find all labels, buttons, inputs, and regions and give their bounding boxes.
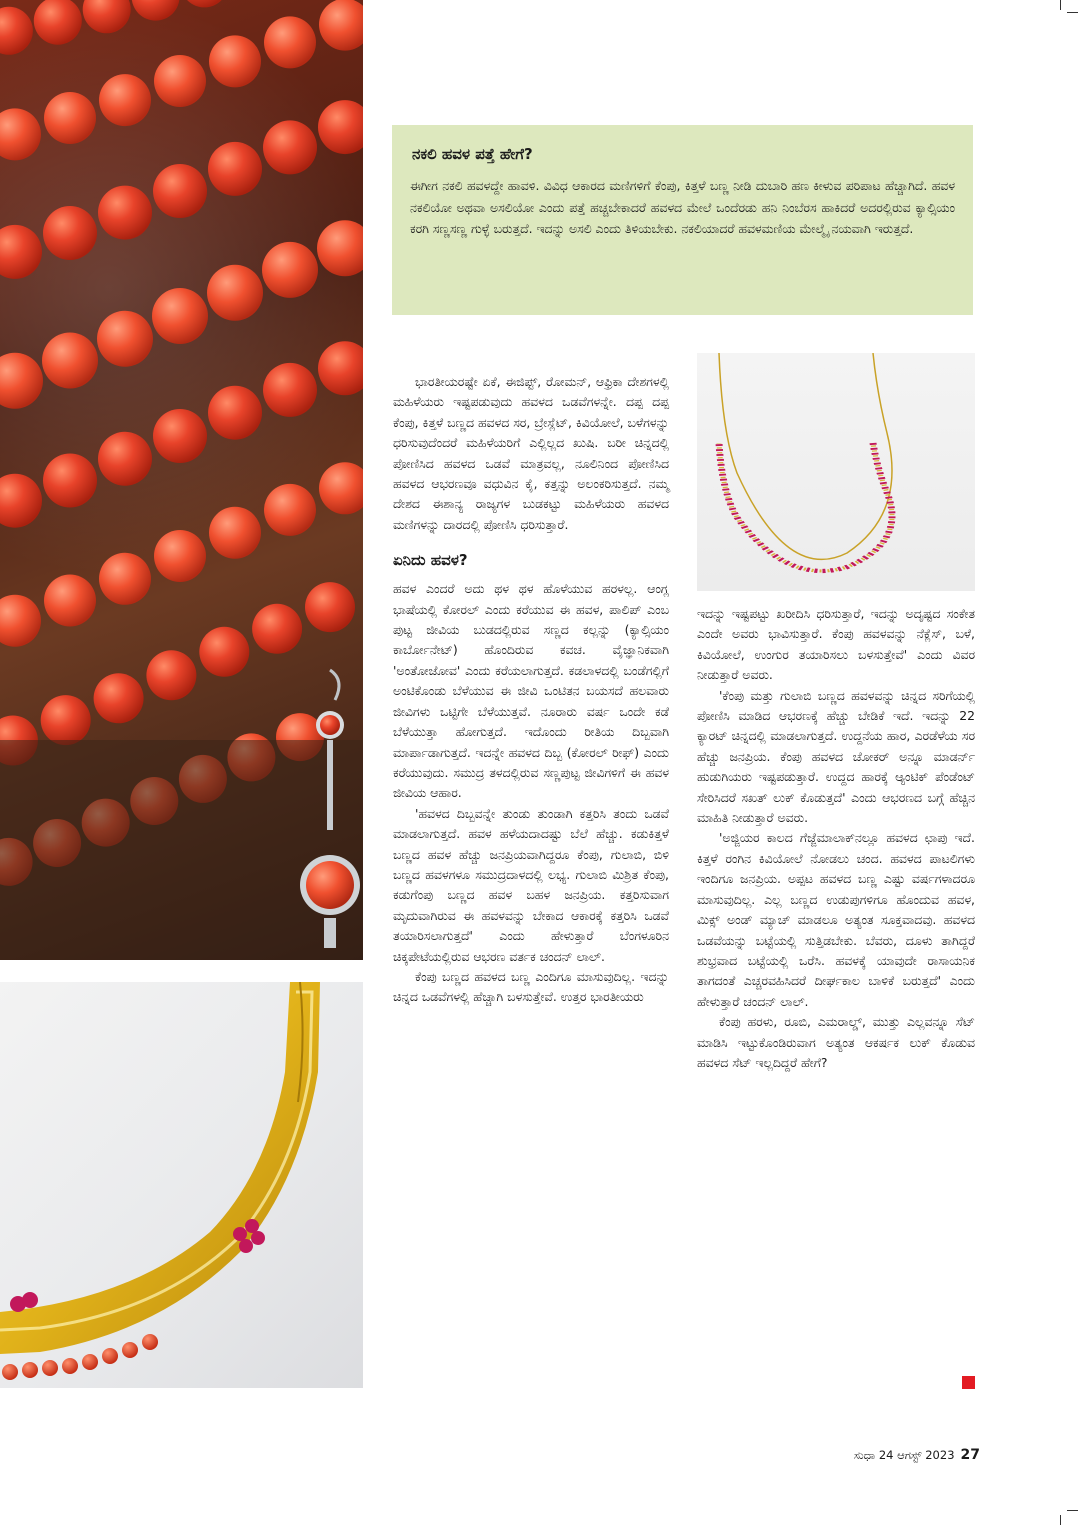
coral-bead [264,16,316,68]
coral-bead [263,120,317,174]
coral-bead [99,74,151,126]
magazine-issue: ಸುಧಾ 24 ಆಗಸ್ಟ್ 2023 [853,1448,955,1462]
coral-bead [94,673,144,723]
fake-coral-info-box [392,125,973,315]
chain-necklace-illustration [697,353,975,591]
coral-bead [319,462,363,514]
section-heading: ಏನಿದು ಹವಳ? [393,551,468,570]
coral-bead [252,604,302,654]
coral-bead [0,7,33,55]
crop-mark [1067,12,1078,13]
coral-bead [154,530,206,582]
paragraph: ಭಾರತೀಯರಷ್ಟೇ ಏಕೆ, ಈಜಿಪ್ಟ್, ರೋಮನ್, ಆಫ್ರಿಕಾ ದೇಶಗಳಲ್ಲಿ ಮಹಿಳೆಯರು ಇಷ್ಟಪಡುವುದು ಹವಳದ ಒಡವೆಗಳನ್ನೇ. ದಪ್ಪ ದಪ್ಪ ಕೆಂಪು, ಕಿತ್ತಳೆ ಬಣ್ಣದ ಹವಳದ ಸರ, ಬ್ರೇಸ್ಲೆಟ್, ಕಿವಿಯೋಲೆ, ಬಳೆಗಳನ್ನು ಧರಿಸುವುದೆಂದರೆ ಮಹಿಳೆಯರಿಗೆ ಎಲ್ಲಿಲ್ಲದ ಖುಷಿ. ಬರೀ ಚಿನ್ನದಲ್ಲಿ ಪೋಣಿಸಿದ ಹವಳದ ಒಡವೆ ಮಾತ್ರವಲ್ಲ, ನೂಲಿನಿಂದ ಪೋಣಿಸಿದ ಹವಳದ ಆಭರಣವೂ ವಧುವಿನ ಕೈ, ಕತ್ತನ್ನು ಅಲಂಕರಿಸುತ್ತದೆ. ನಮ್ಮ ದೇಶದ ಈಶಾನ್ಯ ರಾಜ್ಯಗಳ ಬುಡಕಟ್ಟು ಮಹಿಳೆಯರು ಹವಳದ ಮಣಿಗಳನ್ನು ದಾರದಲ್ಲಿ ಪೋಣಿಸಿ ಧರಿಸುತ್ತಾರೆ. [393,374,669,532]
coral-bead [317,220,363,276]
page-number: 27 [960,1447,980,1463]
coral-bead [208,142,262,196]
info-box-title: ನಕಲಿ ಹವಳ ಪತ್ತೆ ಹೇಗೆ? [412,145,533,163]
coral-bead [146,650,196,700]
coral-bead [132,0,180,21]
coral-bead [208,386,262,440]
coral-bead [263,363,317,417]
coral-bead [44,575,96,627]
paragraph: ಇದನ್ನು ಇಷ್ಟಪಟ್ಟು ಖರೀದಿಸಿ ಧರಿಸುತ್ತಾರೆ, ಇದನ್ನು ಅದೃಷ್ಟದ ಸಂಕೇತ ಎಂದೇ ಅವರು ಭಾವಿಸುತ್ತಾರೆ. ಕೆಂಪು ಹವಳವನ್ನು ನೆಕ್ಲೆಸ್, ಬಳೆ, ಕಿವಿಯೋಲೆ, ಉಂಗುರ ತಯಾರಿಸಲು ಬಳಸುತ್ತೇವೆ' ಎಂದು ವಿವರ ನೀಡುತ್ತಾರೆ ಅವರು. [697,606,975,683]
coral-bead [0,225,42,279]
coral-bead [153,409,207,463]
gold-necklace-illustration [0,982,363,1388]
article-end-mark [962,1376,975,1389]
paragraph: ಕೆಂಪು ಹರಳು, ರೂಬಿ, ಎಮರಾಲ್ಡ್, ಮುತ್ತು ಎಲ್ಲವನ್ನೂ ಸೆಟ್ ಮಾಡಿಸಿ ಇಟ್ಟುಕೊಂಡಿರುವಾಗ ಅತ್ಯಂತ ಆಕರ್ಷಕ ಲುಕ್ ಕೊಡುವ ಹವಳದ ಸೆಟ್ ಇಲ್ಲದಿದ್ದರೆ ಹೇಗೆ? [697,1014,975,1070]
coral-bead [319,0,363,51]
coral-bead [209,35,261,87]
coral-bead [99,553,151,605]
info-box-text: ಈಗೀಗ ನಕಲಿ ಹವಳದ್ದೇ ಹಾವಳಿ. ವಿವಿಧ ಆಕಾರದ ಮಣಿಗಳಿಗೆ ಕೆಂಪು, ಕಿತ್ತಳೆ ಬಣ್ಣ ನೀಡಿ ದುಬಾರಿ ಹಣ ಕೀಳುವ ಪರಿಪಾಟ ಹೆಚ್ಚಾಗಿದೆ. ಹವಳ ನಕಲಿಯೋ ಅಥವಾ ಅಸಲಿಯೋ ಎಂದು ಪತ್ತೆ ಹಚ್ಚಬೇಕಾದರೆ ಹವಳದ ಮೇಲೆ ಒಂದೆರಡು ಹನಿ ನಿಂಬೆರಸ ಹಾಕಿದರೆ ಅದರಲ್ಲಿರುವ ಕ್ಯಾಲ್ಸಿಯಂ ಕರಗಿ ಸಣ್ಣಸಣ್ಣ ಗುಳ್ಳೆ ಬರುತ್ತದೆ. ಇದನ್ನು ಅಸಲಿ ಎಂದು ತಿಳಿಯಬೇಕು. ನಕಲಿಯಾದರೆ ಹವಳಮಣಿಯ ಮೇಲ್ಮೈ ನಯವಾಗಿ ಇರುತ್ತದೆ. [410,178,955,237]
coral-bead [98,186,152,240]
coral-bead [262,242,318,298]
coral-bead [83,0,131,33]
coral-bead [43,206,97,260]
coral-bead [209,507,261,559]
coral-bead [153,164,207,218]
coral-bead [180,0,228,7]
paragraph: 'ಹವಳದ ದಿಬ್ಬವನ್ನೇ ತುಂಡು ತುಂಡಾಗಿ ಕತ್ತರಿಸಿ ತಂದು ಒಡವೆ ಮಾಡಲಾಗುತ್ತದೆ. ಹವಳ ಹಳೆಯದಾದಷ್ಟು ಬೆಲೆ ಹೆಚ್ಚು. ಕಡುಕಿತ್ತಳೆ ಬಣ್ಣದ ಹವಳ ಹೆಚ್ಚು ಜನಪ್ರಿಯವಾಗಿದ್ದರೂ ಕೆಂಪು, ಗುಲಾಬಿ, ಬಿಳಿ ಬಣ್ಣದ ಹವಳಗಳೂ ಸಮುದ್ರದಾಳದಲ್ಲಿ ಲಭ್ಯ. ಗುಲಾಬಿ ಮಿಶ್ರಿತ ಕೆಂಪು, ಕಡುಗೆಂಪು ಬಣ್ಣದ ಹವಳ ಬಹಳ ಜನಪ್ರಿಯ. ಕತ್ತರಿಸುವಾಗ ಮೃದುವಾಗಿರುವ ಈ ಹವಳವನ್ನು ಬೇಕಾದ ಆಕಾರಕ್ಕೆ ಕತ್ತರಿಸಿ ಒಡವೆ ತಯಾರಿಸಲಾಗುತ್ತದೆ' ಎಂದು ಹೇಳುತ್ತಾರೆ ಬೆಂಗಳೂರಿನ ಚಿಕ್ಕಪೇಟೆಯಲ್ಲಿರುವ ಆಭರಣ ವರ್ತಕ ಚಂದನ್ ಲಾಲ್. [393,805,669,964]
crop-mark [1067,1510,1078,1511]
paragraph: 'ಕೆಂಪು ಮತ್ತು ಗುಲಾಬಿ ಬಣ್ಣದ ಹವಳವನ್ನು ಚಿನ್ನದ ಸರಿಗೆಯಲ್ಲಿ ಪೋಣಿಸಿ ಮಾಡಿದ ಆಭರಣಕ್ಕೆ ಹೆಚ್ಚು ಬೇಡಿಕೆ ಇದೆ. ಇದನ್ನು 22 ಕ್ಯಾರಟ್ ಚಿನ್ನದಲ್ಲಿ ಮಾಡಲಾಗುತ್ತದೆ. ಉದ್ದನೆಯ ಹಾರ, ಎರಡೆಳೆಯ ಸರ ಹೆಚ್ಚು ಜನಪ್ರಿಯ. ಕೆಂಪು ಹವಳದ ಚೋಕರ್ ಅನ್ನೂ ಮಾಡರ್ನ್ ಹುಡುಗಿಯರು ಇಷ್ಟಪಡುತ್ತಾರೆ. ಉದ್ದದ ಹಾರಕ್ಕೆ ಆ್ಯಂಟಿಕ್ ಪೆಂಡೆಂಟ್ ಸೇರಿಸಿದರೆ ಸಖತ್ ಲುಕ್ ಕೊಡುತ್ತದೆ' ಎಂದು ಆಭರಣದ ಬಗ್ಗೆ ಹೆಚ್ಚಿನ ಮಾಹಿತಿ ನೀಡುತ್ತಾರೆ ಅವರು. [697,687,975,826]
coral-bead [152,288,208,344]
coral-bead [154,55,206,107]
coral-bead [34,0,82,45]
coral-bead [0,353,43,409]
article-column-1 [393,372,669,1008]
coral-beads-illustration [0,0,363,960]
coral-bead [199,627,249,677]
coral-bead [0,595,41,647]
article-column-2 [697,604,975,1073]
crop-mark [1060,0,1061,10]
coral-bead [41,695,91,745]
page-footer [840,1447,980,1463]
coral-bead [44,92,96,144]
coral-bead [207,265,263,321]
paragraph: 'ಅಜ್ಜಿಯರ ಕಾಲದ ಗೆಜ್ಜೆಮಾಲಾಕ್‌ನಲ್ಲೂ ಹವಳದ ಛಾಪು ಇದೆ. ಕಿತ್ತಳೆ ರಂಗಿನ ಕಿವಿಯೋಲೆ ನೋಡಲು ಚಂದ. ಹವಳದ ಪಾಟಲಿಗಳು ಇಂದಿಗೂ ಜನಪ್ರಿಯ. ಅಪ್ಪಟ ಹವಳದ ಬಣ್ಣ ಎಷ್ಟು ವರ್ಷಗಳಾದರೂ ಮಾಸುವುದಿಲ್ಲ. ಎಲ್ಲ ಬಣ್ಣದ ಉಡುಪುಗಳಿಗೂ ಹೊಂದುವ ಹವಳ, ಮಿಕ್ಸ್ ಅಂಡ್ ಮ್ಯಾಚ್ ಮಾಡಲೂ ಅತ್ಯಂತ ಸೂಕ್ತವಾದವು. ಹವಳದ ಒಡವೆಯನ್ನು ಬಟ್ಟೆಯಲ್ಲಿ ಸುತ್ತಿಡಬೇಕು. ಬೆವರು, ದೂಳು ತಾಗಿದ್ದರೆ ಶುಭ್ರವಾದ ಬಟ್ಟೆಯಲ್ಲಿ ಒರೆಸಿ. ಹವಳಕ್ಕೆ ಯಾವುದೇ ರಾಸಾಯನಿಕ ತಾಗದಂತೆ ಎಚ್ಚರವಹಿಸಿದರೆ ದೀರ್ಘಕಾಲ ಬಾಳಿಕೆ ಬರುತ್ತದೆ' ಎಂದು ಹೇಳುತ್ತಾರೆ ಚಂದನ್ ಲಾಲ್. [697,830,975,1009]
coral-bead [42,333,98,389]
coral-bead [264,484,316,536]
coral-bead [305,582,355,632]
paragraph: ಹವಳ ಎಂದರೆ ಅದು ಥಳ ಥಳ ಹೊಳೆಯುವ ಹರಳಲ್ಲ. ಆಂಗ್ಲ ಭಾಷೆಯಲ್ಲಿ ಕೋರಲ್ ಎಂದು ಕರೆಯುವ ಈ ಹವಳ, ಪಾಲಿಪ್ ಎಂಬ ಪುಟ್ಟ ಜೀವಿಯ ಬುಡದಲ್ಲಿರುವ ಸಣ್ಣದ ಕಲ್ಲನ್ನು (ಕ್ಯಾಲ್ಸಿಯಂ ಕಾರ್ಬೋನೇಟ್) ಹೊಂದಿರುವ ಕವಚ. ವೈಜ್ಞಾನಿಕವಾಗಿ 'ಅಂತೋಜೋವ' ಎಂದು ಕರೆಯಲಾಗುತ್ತದೆ. ಕಡಲಾಳದಲ್ಲಿ ಬಂಡೆಗಲ್ಲಿಗೆ ಅಂಟಿಕೊಂಡು ಬೆಳೆಯುವ ಈ ಜೀವಿ ಒಂಟಿತನ ಬಯಸದೆ ಹಲವಾರು ಜೀವಿಗಳು ಒಟ್ಟಿಗೇ ಬೆಳೆಯುತ್ತವೆ. ನೂರಾರು ವರ್ಷ ಒಂದೇ ಕಡೆ ಬೆಳೆಯುತ್ತಾ ಹೋಗುತ್ತದೆ. ಇದೊಂದು ರೀತಿಯ ದಿಬ್ಬವಾಗಿ ಮಾರ್ಪಾಡಾಗುತ್ತದೆ. ಇದನ್ನೇ ಹವಳದ ದಿಬ್ಬ (ಕೋರಲ್ ರೀಫ್) ಎಂದು ಕರೆಯುವುದು. ಸಮುದ್ರ ತಳದಲ್ಲಿರುವ ಸಣ್ಣಪುಟ್ಟ ಜೀವಿಗಳಿಗೆ ಈ ಹವಳ ಜೀವಿಯ ಆಹಾರ. [393,581,669,801]
coral-bead [318,100,363,154]
coral-beads-photo [0,0,363,960]
gold-coral-necklace-photo [0,982,363,1388]
coral-bead [97,311,153,367]
coral-bead [0,108,41,160]
coral-bead [43,454,97,508]
coral-bead [318,341,363,395]
crop-mark [1060,1515,1061,1525]
coral-bead [0,474,42,528]
paragraph: ಕೆಂಪು ಬಣ್ಣದ ಹವಳದ ಬಣ್ಣ ಎಂದಿಗೂ ಮಾಸುವುದಿಲ್ಲ. ಇದನ್ನು ಚಿನ್ನದ ಒಡವೆಗಳಲ್ಲಿ ಹೆಚ್ಚಾಗಿ ಬಳಸುತ್ತೇವೆ. ಉತ್ತರ ಭಾರತೀಯರು [393,968,669,1005]
coral-chain-photo [697,353,975,591]
coral-bead [98,432,152,486]
